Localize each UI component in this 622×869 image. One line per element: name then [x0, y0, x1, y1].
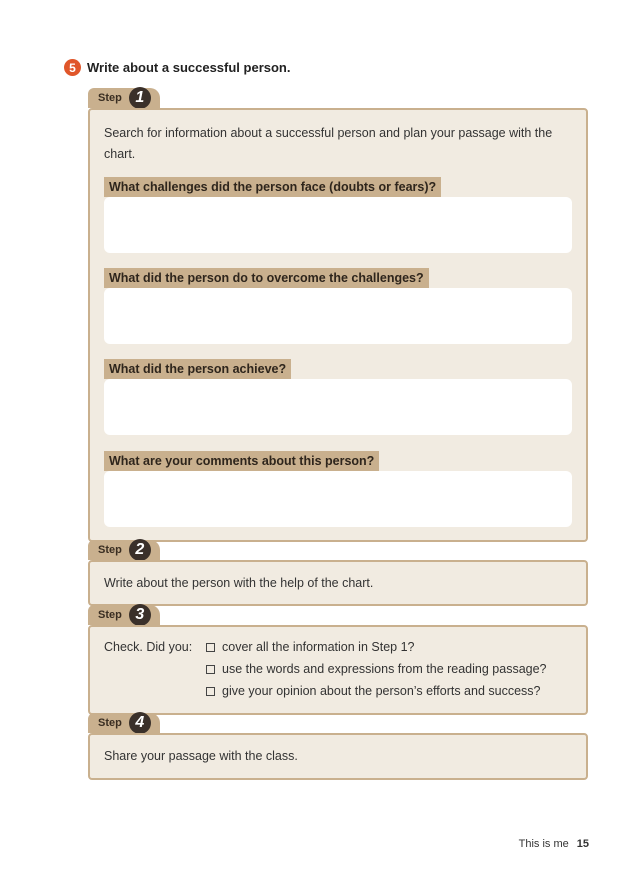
step-2-tab [88, 540, 160, 560]
answer-box-challenges[interactable] [104, 197, 572, 253]
step-2-number: 2 [129, 539, 151, 561]
task-title: Write about a successful person. [87, 60, 291, 75]
step-4-text: Share your passage with the class. [104, 749, 298, 763]
checkbox[interactable] [206, 643, 215, 652]
checklist-item-text: use the words and expressions from the reading passage? [222, 662, 547, 676]
step-2-text: Write about the person with the help of the chart. [104, 576, 374, 590]
step-label: Step [98, 544, 122, 556]
answer-box-comments[interactable] [104, 471, 572, 527]
checklist-item [206, 684, 541, 698]
step-3-lead: Check. Did you: [104, 640, 193, 654]
question-overcome-label: What did the person do to overcome the challenges? [104, 268, 429, 288]
step-4-box [88, 733, 588, 780]
step-3-tab [88, 605, 160, 625]
checklist-item [206, 662, 547, 676]
checkbox[interactable] [206, 687, 215, 696]
checklist-item-text: cover all the information in Step 1? [222, 640, 415, 654]
step-label: Step [98, 717, 122, 729]
question-comments-label: What are your comments about this person? [104, 451, 379, 471]
step-1-instructions: Search for information about a successful person and plan your passage with the chart. [104, 126, 553, 161]
step-1-number: 1 [129, 87, 151, 109]
answer-box-achieve[interactable] [104, 379, 572, 435]
page-number: 15 [576, 838, 589, 850]
step-1-box [88, 108, 588, 542]
step-2-box [88, 560, 588, 606]
checklist-item-text: give your opinion about the person’s efforts and success? [222, 684, 541, 698]
section-name: This is me [518, 838, 569, 850]
step-3-box [88, 625, 588, 715]
question-achieve-label: What did the person achieve? [104, 359, 291, 379]
step-label: Step [98, 92, 122, 104]
task-header [64, 59, 290, 76]
step-3-number: 3 [129, 604, 151, 626]
checkbox[interactable] [206, 665, 215, 674]
step-4-number: 4 [129, 712, 151, 734]
checklist-item [206, 640, 414, 654]
step-4-tab [88, 713, 160, 733]
step-1-tab [88, 88, 160, 108]
question-challenges-label: What challenges did the person face (doubts or fears)? [104, 177, 441, 197]
answer-box-overcome[interactable] [104, 288, 572, 344]
step-label: Step [98, 609, 122, 621]
page-footer [519, 838, 589, 850]
task-number-badge: 5 [64, 59, 81, 76]
